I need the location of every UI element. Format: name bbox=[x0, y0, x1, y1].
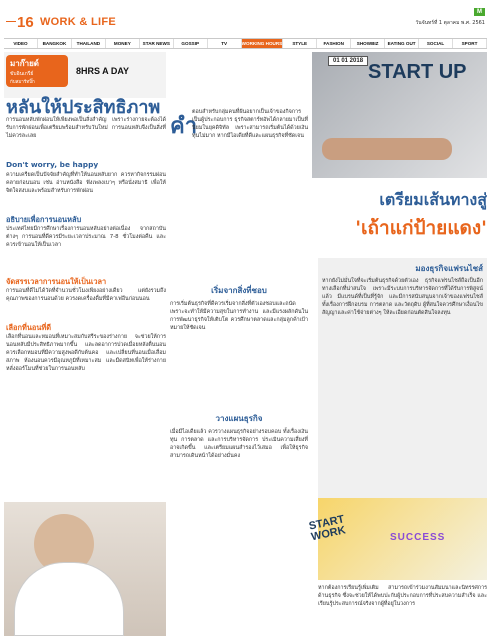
franchise-text: หากยังไม่มั่นใจที่จะเริ่มต้นธุรกิจด้วยตัวเอง ธุรกิจแฟรนไชส์ถือเป็นอีกทางเลือกที่น่าสนใจ เพราะมีระบบการบริหารจัดการที่ได้รับการพิสูจน์แล้ว มีแบรนด์ที่เป็นที่รู้จัก และมีการสนับสนุนจากเจ้าของแฟรนไชส์ ทั้งเรื่องการฝึกอบรม การตลาด และวัตถุดิบ ผู้ที่สนใจควรศึกษาเงื่อนไขสัญญาและค่าใช้จ่ายต่างๆ ให้ละเอียดก่อนตัดสินใจลงทุน bbox=[322, 278, 483, 316]
bottom-text: หากต้องการเรียนรู้เพิ่มเติม สามารถเข้าร่วมงานสัมมนาและนิทรรศการด้านธุรกิจ ซึ่งจะช่วยให้ได้พบปะกับผู้ประกอบการที่ประสบความสำเร็จ และเรียนรู้ประสบการณ์จริงจากผู้ที่อยู่ในวงการ bbox=[318, 585, 487, 607]
brand-line-1: มาก๊ายด์ bbox=[10, 59, 39, 68]
nav-item-thailand[interactable]: THAILAND bbox=[72, 39, 106, 48]
left-subhead-1: Don't worry, be happy bbox=[6, 160, 99, 169]
franchise-title: มองธุรกิจแฟรนไชส์ bbox=[415, 264, 483, 273]
subsection-text: การเริ่มต้นธุรกิจที่ดีควรเริ่มจากสิ่งที่ตัวเองชอบและถนัด เพราะจะทำให้มีความสุขในการทำงาน และมีแรงผลักดันในการพัฒนาธุรกิจให้เติบโต ควรศึกษาตลาดและกลุ่มลูกค้าเป้าหมายให้ชัดเจน bbox=[170, 301, 308, 331]
issue-date: วันจันทร์ที่ 1 ตุลาคม พ.ศ. 2561 bbox=[415, 20, 485, 26]
franchise-box bbox=[318, 258, 487, 513]
drop-cap: คำ bbox=[170, 113, 198, 139]
left-headline: หลันให้ประสิทธิภาพ bbox=[6, 97, 161, 118]
nav-item-money[interactable]: MONEY bbox=[106, 39, 140, 48]
section-title: WORK & LIFE bbox=[40, 16, 117, 28]
author-shirt bbox=[14, 562, 124, 636]
nav-item-star-news[interactable]: STAR NEWS bbox=[140, 39, 174, 48]
subsection-text: เมื่อมีไอเดียแล้ว ควรวางแผนธุรกิจอย่างรอบคอบ ทั้งเรื่องเงินทุน การตลาด และการบริหารจัดการ ประเมินความเสี่ยงที่อาจเกิดขึ้น และเตรียมแผนสำรองไว้เสมอ เพื่อให้ธุรกิจสามารถเดินหน้าได้อย่างมั่นคง bbox=[170, 429, 308, 459]
nav-item-gossip[interactable]: GOSSIP bbox=[174, 39, 208, 48]
left-subhead-4: เลือกที่นอนที่ดี bbox=[6, 323, 52, 332]
hand-illustration bbox=[322, 138, 452, 160]
brand-line-3: กับสมาร์ทบิ๊ก bbox=[10, 80, 35, 85]
hours-label: 8HRS A DAY bbox=[76, 66, 130, 76]
headline-line-2: 'เถ้าแก่ป้ายแดง' bbox=[355, 217, 487, 239]
nav-item-bangkok[interactable]: BANGKOK bbox=[38, 39, 72, 48]
success-word: SUCCESS bbox=[390, 532, 446, 543]
calendar-date: 01 01 2018 bbox=[328, 56, 368, 66]
right-area bbox=[170, 52, 487, 636]
nav-item-style[interactable]: STYLE bbox=[283, 39, 317, 48]
left-intro: การนอนหลับพักผ่อนให้เพียงพอเป็นสิ่งสำคัญ เพราะร่างกายจะต้องได้รับการพักผ่อนเพื่อเตรียมพร้อมสำหรับวันใหม่ การนอนหลับจึงเป็นสิ่งที่ไม่ควรละเลย bbox=[6, 117, 166, 139]
left-body-3: การนอนที่ดีไม่ได้วัดที่จำนวนชั่วโมงเพียงอย่างเดียว แต่ยังรวมถึงคุณภาพของการนอนด้วย ควรงดเครื่องดื่มที่มีคาเฟอีนก่อนนอน bbox=[6, 288, 166, 302]
columnist-logo bbox=[6, 55, 68, 87]
start-up-slogan: START UP bbox=[368, 61, 467, 83]
subsection-title: เริ่มจากสิ่งที่ชอบ bbox=[211, 286, 267, 295]
subsection-title: วางแผนธุรกิจ bbox=[215, 414, 263, 423]
brand-badge: M bbox=[474, 8, 485, 16]
brand-line-2: ขับอินเกรีย์ bbox=[10, 71, 34, 77]
start-work-label: START WORK bbox=[307, 513, 347, 544]
nav-item-showbiz[interactable]: SHOWBIZ bbox=[351, 39, 385, 48]
left-body-2: ประเทศไทยมีการศึกษาเรื่องการนอนหลับอย่างต่อเนื่อง จากสถาบันต่างๆ การนอนที่ดีควรมีระยะเวลาประมาณ 7-8 ชั่วโมงต่อคืน และควรเข้านอนให้เป็นเวลา bbox=[6, 226, 166, 248]
author-photo bbox=[4, 502, 166, 636]
nav-item-social[interactable]: SOCIAL bbox=[419, 39, 453, 48]
start-up-photo bbox=[312, 52, 487, 178]
intro-text: ตอบสำหรับกลุ่มคนที่ฝันอยากเป็นเจ้าของกิจการเป็นผู้ประกอบการ ธุรกิจสตาร์ทอัพได้กลายมาเป็นที่นิยมในยุคดิจิทัล เพราะสามารถเริ่มต้นได้ด้วยเงินทุนไม่มาก หากมีไอเดียที่ดีและแผนธุรกิจที่ชัดเจน bbox=[192, 109, 308, 139]
nav-item-fashion[interactable]: FASHION bbox=[317, 39, 351, 48]
intro-block bbox=[170, 52, 308, 264]
nav-item-video[interactable]: VIDEO bbox=[4, 39, 38, 48]
headline-line-1: เตรียมเส้นทางสู่ bbox=[379, 190, 487, 209]
nav-item-sport[interactable]: SPORT bbox=[453, 39, 487, 48]
page-header bbox=[0, 0, 491, 40]
right-headline bbox=[320, 188, 487, 243]
left-column bbox=[4, 52, 166, 636]
nav-item-tv[interactable]: TV bbox=[208, 39, 242, 48]
left-subhead-2: อธิบายเพื่อการนอนหลับ bbox=[6, 215, 82, 224]
nav-item-working-hours[interactable]: WORKING HOURS bbox=[241, 41, 283, 46]
success-photo bbox=[318, 498, 487, 580]
left-subhead-3: จัดสรรเวลาการนอนให้เป็นเวลา bbox=[6, 277, 107, 286]
nav-item-eating-out[interactable]: EATING OUT bbox=[385, 39, 419, 48]
subsection-start bbox=[170, 284, 308, 332]
page-number: — 16 bbox=[6, 14, 34, 31]
section-nav bbox=[4, 38, 487, 49]
subsection-plan bbox=[170, 412, 308, 460]
left-body-1: ความเครียดเป็นปัจจัยสำคัญที่ทำให้นอนหลับยาก ควรหากิจกรรมผ่อนคลายก่อนนอน เช่น อ่านหนังสือ ฟังเพลงเบาๆ หรือนั่งสมาธิ เพื่อให้จิตใจสงบและพร้อมสำหรับการพักผ่อน bbox=[6, 172, 166, 194]
left-body-4: เลือกที่นอนและหมอนที่เหมาะสมกับสรีระของร่างกาย จะช่วยให้การนอนหลับมีประสิทธิภาพมากขึ้น และลดอาการปวดเมื่อยหลังตื่นนอน ควรเลือกหมอนที่มีความสูงพอดีกับต้นคอ และเปลี่ยนที่นอนเมื่อเสื่อมสภาพ ห้องนอนควรมีอุณหภูมิที่เหมาะสม และมืดสนิทเพื่อให้ร่างกายหลั่งฮอร์โมนที่ช่วยในการนอนหลับ bbox=[6, 334, 166, 372]
